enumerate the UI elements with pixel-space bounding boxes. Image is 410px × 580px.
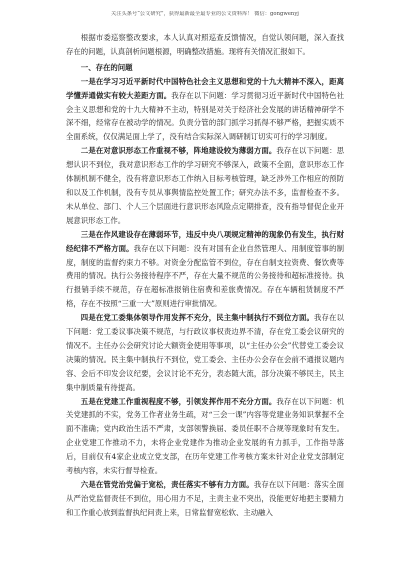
issue-text: 我存在以下问题：党工委议事决策不规范，与行政议事权责边界不清，存在党工委会议研究的情况不。主任办公会研究讨论大额资金使用等事项，以“主任办公会”代替党工委会议决策的情况。民主集中制执行不到位，党工委会、主任办公会存在会前不通报议题内容、会后不印发会议纪要，会议讨论不充分，表态随大流，部分决策不够民主，民主集中制质量有待提高。 <box>66 313 344 392</box>
issue-text: 我存在以下问题：机关党建抓的不实，党务工作者业务生疏，对“三会一课”内容等党建业务知识掌握不全面不准确；党内政治生活不严肃，支部领警换届、委员任职不合规等现象时有发生。企业党建工作推动不力，未将企业党建作为推动企业发展的有力抓手，工作指导落后，目前仅有4家企业成立党支部，在历年党建工作考核方案未针对企业党支部制定考核内容，未实行督导检查。 <box>66 396 344 476</box>
issue-lead: 二是在对意识形态工作重视不够，阵地建设较为薄弱方面。 <box>80 146 277 156</box>
issue-paragraph-1 <box>66 75 344 145</box>
issue-text: 我存在以下问题：思想认识不到位，我对意识形态工作的学习研究不够深入，政策不全面，意识形态工作体制机制不健全，没有将意识形态工作纳入目标考核管理，缺乏涉外工作相应的预防和以及工作机制，没有专员从事舆情监控处置工作；研究办法不多，监督检查不多。未从单位、部门、个人三个层面进行意识形态风险点定期排查，没有指导督促企业开展意识形态工作。 <box>66 146 344 225</box>
issue-lead: 五是在党建工作重视程度不够，引领发挥作用不充分方面。 <box>80 396 277 406</box>
issue-paragraph-6 <box>66 478 344 520</box>
issue-text: 我存在以下问题：没有对国有企业自然管理人、用制度管事的制度，制度的监督约束力不够。对资金分配监管不到位，存在自制支拉资费、餐饮费等费用的情况。执行公务接待程序不严，存在大量不规范的公务接待和超标准接待。执行报销手续不规范，存在超标准报销住宿费和差旅费情况。存在车辆租赁制度不严格，存在不按照“三重一大”原则进行审批情况。 <box>66 243 344 309</box>
issue-paragraph-5 <box>66 395 344 478</box>
issue-text: 我存在以下问题：落实全面从严治党监督责任不到位，用心用力不足，主责主业不突出，没能更好地把主要精力和工作重心放到监督执纪问责上来，日常监督宽松软、主动融入 <box>66 480 344 517</box>
issue-lead: 六是在管党治党偏于宽松，责任落实不够有力方面。 <box>80 480 254 489</box>
intro-paragraph: 根据市委巡察整改要求，本人认真对照巡查反馈情况，自觉认领问题，深入查找存在的问题，认真剖析问题根源，明确整改措施。现将有关情况汇报如下。 <box>66 33 344 56</box>
issue-paragraph-2 <box>66 144 344 227</box>
issue-paragraph-4 <box>66 311 344 394</box>
issue-lead: 一是在学习习近平新时代中国特色社会主义思想和党的十九大精神不深入，距离学懂弄通做实有较大差距方面。 <box>66 76 344 100</box>
section-heading: 一、存在的问题 <box>80 62 133 72</box>
watermark-banner: 关注头条号“公文研究”，获得最新最全最专业的公文资料库！ 微信：gongwenyj <box>111 11 299 17</box>
issue-text: 我存在以下问题：学习贯彻习近平新时代中国特色社会主义思想和党的十九大精神不主动，特别是对关于经济社会发展的讲话精神研学不深不细，经常存在被动学的情况。负责分管的部门抓学习抓得不够严格，把握实质不全面系统，仅仅满足面上学了，没有结合实际深入调研制订切实可行的学习制度。 <box>66 90 344 142</box>
issue-paragraph-3 <box>66 228 344 311</box>
issue-lead: 三是在作风建设存在薄弱环节，违反中央八项规定精神的现象仍有发生，执行财经纪律不严格方面。 <box>66 229 344 253</box>
issue-lead: 四是在党工委集体领导作用发挥不充分，民主集中制执行不到位方面。 <box>80 313 315 323</box>
document-body <box>66 31 344 520</box>
